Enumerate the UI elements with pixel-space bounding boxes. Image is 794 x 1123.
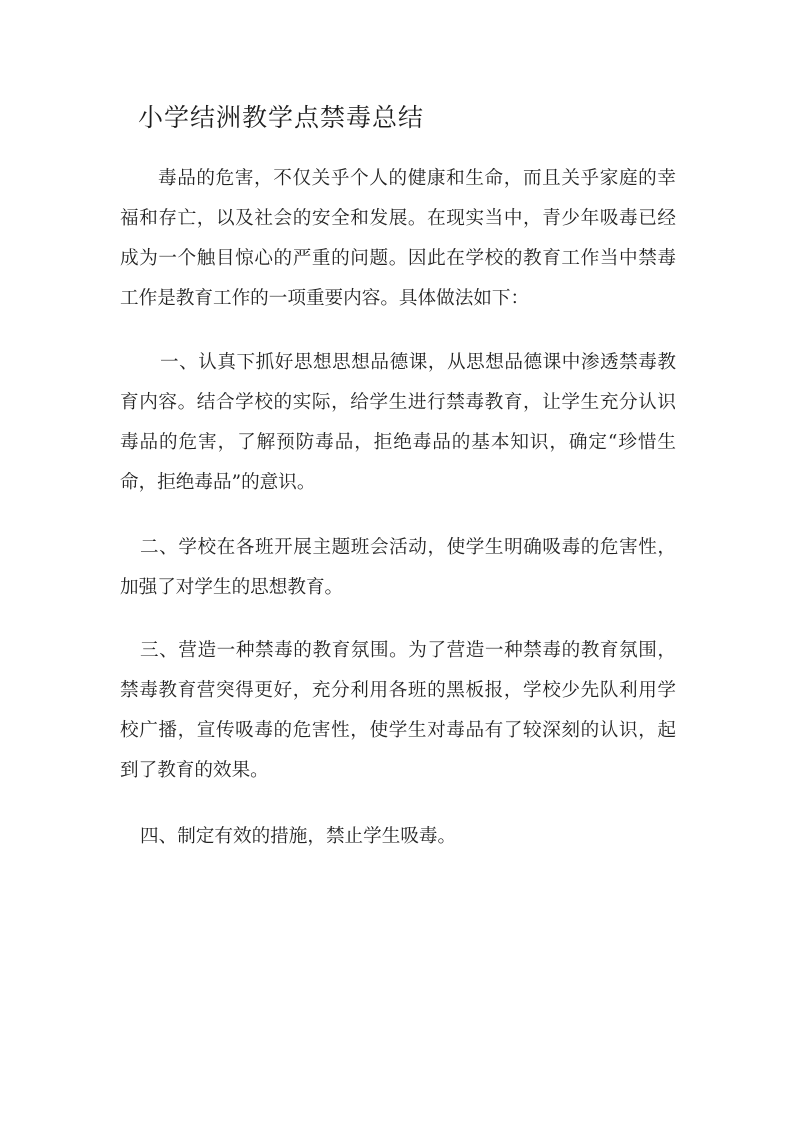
intro-paragraph: 毒品的危害，不仅关乎个人的健康和生命，而且关乎家庭的幸福和存亡，以及社会的安全和发展。在现实当中，青少年吸毒已经成为一个触目惊心的严重的问题。因此在学校的教育工作当中禁毒工作是教育工作的一项重要内容。具体做法如下： — [120, 168, 676, 309]
item-one-paragraph: 一、认真下抓好思想思想品德课，从思想品德课中渗透禁毒教育内容。结合学校的实际，给学生进行禁毒教育，让学生充分认识毒品的危害，了解预防毒品，拒绝毒品的基本知识，确定“珍惜生命，拒绝毒品”的意识。 — [120, 352, 676, 493]
item-two-paragraph: 二、学校在各班开展主题班会活动，使学生明确吸毒的危害性，加强了对学生的思想教育。 — [120, 537, 676, 598]
item-three-paragraph: 三、营造一种禁毒的教育氛围。为了营造一种禁毒的教育氛围，禁毒教育营突得更好，充分利用各班的黑板报，学校少先队利用学校广播，宣传吸毒的危害性，使学生对毒品有了较深刻的认识，起到了教育的效果。 — [120, 640, 676, 781]
document-title: 小学结洲教学点禁毒总结 — [138, 103, 425, 132]
item-four-paragraph: 四、制定有效的措施，禁止学生吸毒。 — [140, 826, 457, 847]
